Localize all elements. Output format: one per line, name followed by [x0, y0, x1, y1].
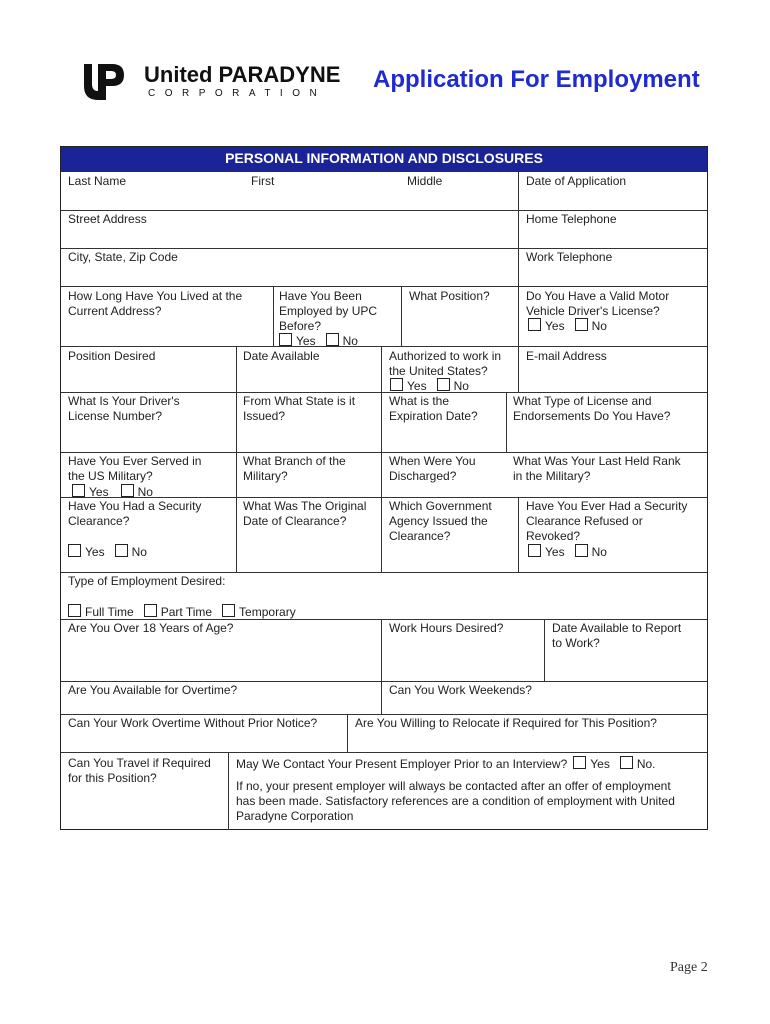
clearance-date-label: What Was The Original Date of Clearance? [243, 499, 367, 528]
travel-label: Can You Travel if Required for this Position? [68, 756, 211, 785]
row-divider [61, 752, 707, 753]
document-title: Application For Employment [373, 66, 700, 93]
row-divider [61, 681, 707, 682]
part-time-checkbox[interactable] [144, 604, 157, 617]
overtime-label: Are You Available for Overtime? [68, 683, 238, 697]
what-position-label: What Position? [409, 289, 490, 303]
col-divider [381, 619, 382, 714]
col-divider [544, 619, 545, 681]
col-divider [518, 497, 519, 572]
license-state-label: From What State is it Issued? [243, 394, 356, 423]
city-state-zip-label: City, State, Zip Code [68, 250, 178, 264]
employed-upc-options: Yes No [279, 333, 358, 349]
col-divider [347, 714, 348, 752]
relocate-label: Are You Willing to Relocate if Required for This Position? [355, 716, 657, 730]
full-time-checkbox[interactable] [68, 604, 81, 617]
clearance-refused-label: Have You Ever Had a Security Clearance Refused or Revoked? [526, 499, 688, 543]
over-18-label: Are You Over 18 Years of Age? [68, 621, 234, 635]
employment-type-options: Full Time Part Time Temporary [68, 604, 296, 620]
contact-no-checkbox[interactable] [620, 756, 633, 769]
row-divider [61, 392, 707, 393]
security-clearance-options: Yes No [68, 544, 147, 560]
clearance-refused-options: Yes No [528, 544, 607, 560]
col-divider [228, 752, 229, 830]
row-divider [61, 346, 707, 347]
position-desired-label: Position Desired [68, 349, 156, 363]
row-divider [61, 210, 707, 211]
authorized-label: Authorized to work in the United States? [389, 349, 502, 378]
row-divider [61, 714, 707, 715]
section-title: PERSONAL INFORMATION AND DISCLOSURES [61, 147, 707, 172]
contact-employer-label: May We Contact Your Present Employer Prior to an Interview? Yes No. [236, 757, 656, 771]
refused-yes-checkbox[interactable] [528, 544, 541, 557]
work-telephone-label: Work Telephone [526, 250, 613, 264]
last-name-label: Last Name [68, 174, 127, 188]
date-available-label: Date Available [243, 349, 320, 363]
row-divider [61, 572, 707, 573]
license-number-label: What Is Your Driver's License Number? [68, 394, 180, 423]
overtime-notice-label: Can Your Work Overtime Without Prior Notice? [68, 716, 318, 730]
col-divider [273, 286, 274, 346]
col-divider [518, 346, 519, 392]
row-divider [61, 452, 707, 453]
home-telephone-label: Home Telephone [526, 212, 617, 226]
valid-license-label: Do You Have a Valid Motor Vehicle Driver's License? [526, 289, 670, 318]
temporary-checkbox[interactable] [222, 604, 235, 617]
employment-type-label: Type of Employment Desired: [68, 574, 226, 588]
weekends-label: Can You Work Weekends? [389, 683, 532, 697]
col-divider [518, 172, 519, 286]
valid-license-yes-checkbox[interactable] [528, 318, 541, 331]
contact-employer-note: If no, your present employer will always be contacted after an offer of employment has been made. Satisfactory references are a condition of employment with United Paradyne Corporation [236, 779, 675, 823]
military-options: Yes No [72, 484, 153, 500]
refused-no-checkbox[interactable] [575, 544, 588, 557]
military-rank-label: What Was Your Last Held Rank in the Military? [513, 454, 681, 483]
clearance-agency-label: Which Government Agency Issued the Clearance? [389, 499, 492, 543]
middle-name-label: Middle [407, 174, 443, 188]
license-type-label: What Type of License and Endorsements Do You Have? [513, 394, 671, 423]
valid-license-options: Yes No [528, 318, 607, 334]
expiration-date-label: What is the Expiration Date? [389, 394, 478, 423]
date-report-label: Date Available to Report to Work? [552, 621, 682, 650]
employed-upc-yes-checkbox[interactable] [279, 333, 292, 346]
company-logo-icon [84, 64, 124, 100]
military-branch-label: What Branch of the Military? [243, 454, 346, 483]
discharged-label: When Were You Discharged? [389, 454, 476, 483]
authorized-no-checkbox[interactable] [437, 378, 450, 391]
date-of-application-label: Date of Application [526, 174, 627, 188]
first-name-label: First [251, 174, 275, 188]
employed-upc-no-checkbox[interactable] [326, 333, 339, 346]
clearance-no-checkbox[interactable] [115, 544, 128, 557]
contact-yes-checkbox[interactable] [573, 756, 586, 769]
email-address-label: E-mail Address [526, 349, 607, 363]
row-divider [61, 497, 707, 498]
company-name: United PARADYNE [144, 62, 341, 87]
valid-license-no-checkbox[interactable] [575, 318, 588, 331]
how-long-label: How Long Have You Lived at the Current Address? [68, 289, 243, 318]
row-divider [61, 286, 707, 287]
col-divider [401, 286, 402, 346]
col-divider [381, 346, 382, 572]
employed-by-upc-label: Have You Been Employed by UPC Before? [279, 289, 378, 333]
col-divider [518, 286, 519, 346]
work-hours-label: Work Hours Desired? [389, 621, 504, 635]
authorized-yes-checkbox[interactable] [390, 378, 403, 391]
military-no-checkbox[interactable] [121, 484, 134, 497]
company-subtitle: CORPORATION [148, 88, 327, 99]
security-clearance-label: Have You Had a Security Clearance? [68, 499, 202, 528]
authorized-options: Yes No [390, 378, 469, 394]
row-divider [61, 248, 707, 249]
page-number: Page 2 [670, 960, 708, 975]
col-divider [236, 346, 237, 572]
military-yes-checkbox[interactable] [72, 484, 85, 497]
clearance-yes-checkbox[interactable] [68, 544, 81, 557]
col-divider [506, 392, 507, 452]
street-address-label: Street Address [68, 212, 147, 226]
military-label: Have You Ever Served in the US Military? [68, 454, 202, 483]
